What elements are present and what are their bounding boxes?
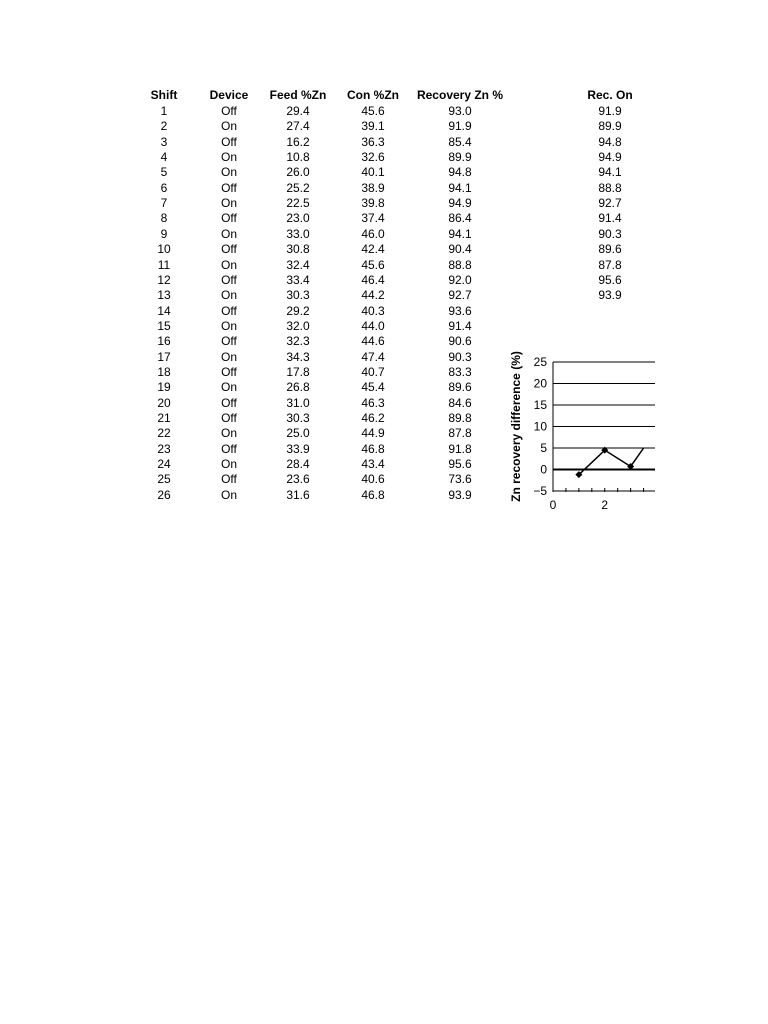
cell-rec-on: 95.6 bbox=[598, 272, 622, 287]
cell-device: Off bbox=[221, 441, 237, 456]
cell-recovery-zn: 91.9 bbox=[448, 119, 472, 134]
x-tick-label: 2 bbox=[601, 498, 609, 512]
cell-rec-on: 91.4 bbox=[598, 211, 622, 226]
cell-recovery-zn: 90.4 bbox=[448, 242, 472, 257]
cell-feed-zn: 27.4 bbox=[286, 119, 310, 134]
cell-rec-on: 92.7 bbox=[598, 196, 622, 211]
cell-device: On bbox=[220, 457, 237, 472]
header-shift: Shift bbox=[150, 88, 178, 102]
cell-con-zn: 44.2 bbox=[361, 288, 385, 303]
cell-device: On bbox=[220, 380, 237, 395]
cell-device: Off bbox=[221, 411, 237, 425]
cell-con-zn: 36.3 bbox=[361, 134, 385, 149]
y-tick-label: 20 bbox=[533, 376, 547, 391]
cell-shift: 12 bbox=[157, 272, 171, 287]
cell-con-zn: 46.8 bbox=[361, 487, 385, 502]
cell-recovery-zn: 73.6 bbox=[448, 472, 472, 487]
cell-shift: 20 bbox=[157, 395, 171, 410]
cell-recovery-zn: 87.8 bbox=[448, 426, 472, 441]
cell-recovery-zn: 86.4 bbox=[448, 211, 472, 226]
cell-recovery-zn: 91.8 bbox=[448, 441, 472, 456]
cell-feed-zn: 34.3 bbox=[286, 349, 310, 364]
cell-device: On bbox=[220, 288, 237, 303]
cell-con-zn: 46.3 bbox=[361, 395, 385, 410]
cell-con-zn: 37.4 bbox=[361, 211, 385, 226]
cell-feed-zn: 23.6 bbox=[286, 472, 310, 487]
cell-recovery-zn: 94.1 bbox=[448, 226, 472, 241]
series-line bbox=[579, 448, 644, 475]
cell-feed-zn: 33.4 bbox=[286, 272, 310, 287]
cell-rec-on: 94.1 bbox=[598, 165, 622, 180]
cell-con-zn: 40.6 bbox=[361, 472, 385, 487]
cell-recovery-zn: 91.4 bbox=[448, 318, 472, 333]
cell-feed-zn: 31.0 bbox=[286, 395, 310, 410]
header-device: Device bbox=[209, 88, 249, 102]
cell-con-zn: 45.4 bbox=[361, 380, 385, 395]
cell-shift: 4 bbox=[160, 150, 168, 165]
cell-con-zn: 40.3 bbox=[361, 303, 385, 318]
y-tick-label: −5 bbox=[533, 484, 547, 498]
cell-device: On bbox=[220, 165, 237, 180]
cell-feed-zn: 26.0 bbox=[286, 165, 310, 180]
cell-shift: 9 bbox=[160, 226, 168, 241]
cell-device: On bbox=[220, 257, 237, 272]
cell-rec-on: 94.9 bbox=[598, 150, 622, 165]
cell-device: On bbox=[220, 150, 237, 165]
cell-device: Off bbox=[221, 242, 237, 257]
cell-shift: 24 bbox=[157, 457, 171, 472]
cell-con-zn: 38.9 bbox=[361, 180, 385, 195]
cell-shift: 23 bbox=[157, 441, 171, 456]
cell-shift: 3 bbox=[160, 134, 168, 149]
cell-rec-on: 88.8 bbox=[598, 180, 622, 195]
cell-feed-zn: 32.0 bbox=[286, 318, 310, 333]
cell-con-zn: 40.1 bbox=[361, 165, 385, 180]
cell-recovery-zn: 83.3 bbox=[448, 364, 472, 379]
cell-con-zn: 44.6 bbox=[361, 334, 385, 349]
cell-feed-zn: 25.2 bbox=[286, 180, 310, 195]
cell-feed-zn: 25.0 bbox=[286, 426, 310, 441]
cell-rec-on: 89.9 bbox=[598, 119, 622, 134]
cell-device: On bbox=[220, 318, 237, 333]
cell-shift: 21 bbox=[157, 411, 171, 425]
cell-shift: 17 bbox=[157, 349, 171, 364]
cell-feed-zn: 32.3 bbox=[286, 334, 310, 349]
cell-recovery-zn: 92.0 bbox=[448, 272, 472, 287]
cell-feed-zn: 30.3 bbox=[286, 288, 310, 303]
recovery-difference-chart bbox=[505, 345, 655, 520]
cell-recovery-zn: 89.6 bbox=[448, 380, 472, 395]
cell-feed-zn: 30.8 bbox=[286, 242, 310, 257]
cell-shift: 11 bbox=[157, 257, 171, 272]
cell-rec-on: 90.3 bbox=[598, 226, 622, 241]
header-con-zn: Con %Zn bbox=[347, 88, 399, 102]
cell-device: On bbox=[220, 196, 237, 211]
cell-con-zn: 42.4 bbox=[361, 242, 385, 257]
cell-feed-zn: 28.4 bbox=[286, 457, 310, 472]
cell-recovery-zn: 88.8 bbox=[448, 257, 472, 272]
cell-device: Off bbox=[221, 472, 237, 487]
cell-device: Off bbox=[221, 104, 237, 118]
cell-feed-zn: 29.2 bbox=[286, 303, 310, 318]
cell-recovery-zn: 94.9 bbox=[448, 196, 472, 211]
cell-device: On bbox=[220, 349, 237, 364]
cell-recovery-zn: 89.8 bbox=[448, 411, 472, 425]
y-axis-label: Zn recovery difference (%) bbox=[509, 351, 523, 502]
y-tick-label: 25 bbox=[533, 355, 547, 369]
cell-recovery-zn: 95.6 bbox=[448, 457, 472, 472]
cell-device: Off bbox=[221, 395, 237, 410]
x-tick-label: 0 bbox=[549, 498, 557, 512]
cell-con-zn: 46.8 bbox=[361, 441, 385, 456]
cell-recovery-zn: 89.9 bbox=[448, 150, 472, 165]
cell-device: On bbox=[220, 119, 237, 134]
cell-con-zn: 44.0 bbox=[361, 318, 385, 333]
cell-device: Off bbox=[221, 334, 237, 349]
cell-feed-zn: 29.4 bbox=[286, 104, 310, 118]
cell-rec-on: 87.8 bbox=[598, 257, 622, 272]
cell-shift: 25 bbox=[157, 472, 171, 487]
cell-shift: 6 bbox=[160, 180, 168, 195]
y-tick-label: 5 bbox=[540, 441, 547, 455]
cell-recovery-zn: 90.6 bbox=[448, 334, 472, 349]
cell-con-zn: 46.0 bbox=[361, 226, 385, 241]
cell-shift: 14 bbox=[157, 303, 171, 318]
cell-device: Off bbox=[221, 303, 237, 318]
cell-shift: 15 bbox=[157, 318, 171, 333]
cell-recovery-zn: 93.0 bbox=[448, 104, 472, 118]
cell-con-zn: 40.7 bbox=[361, 364, 385, 379]
cell-shift: 18 bbox=[157, 364, 171, 379]
cell-device: Off bbox=[221, 211, 237, 226]
cell-shift: 1 bbox=[160, 104, 168, 118]
cell-feed-zn: 33.0 bbox=[286, 226, 310, 241]
cell-feed-zn: 31.6 bbox=[286, 487, 310, 502]
cell-device: On bbox=[220, 487, 237, 502]
cell-shift: 8 bbox=[160, 211, 168, 226]
cell-feed-zn: 23.0 bbox=[286, 211, 310, 226]
cell-recovery-zn: 92.7 bbox=[448, 288, 472, 303]
cell-con-zn: 46.2 bbox=[361, 411, 385, 425]
cell-con-zn: 44.9 bbox=[361, 426, 385, 441]
cell-device: Off bbox=[221, 134, 237, 149]
cell-device: Off bbox=[221, 364, 237, 379]
cell-feed-zn: 16.2 bbox=[286, 134, 310, 149]
cell-rec-on: 91.9 bbox=[598, 104, 622, 118]
y-tick-label: 0 bbox=[540, 462, 547, 477]
cell-shift: 26 bbox=[157, 487, 171, 502]
cell-con-zn: 32.6 bbox=[361, 150, 385, 165]
cell-recovery-zn: 94.1 bbox=[448, 180, 472, 195]
cell-device: On bbox=[220, 226, 237, 241]
cell-shift: 22 bbox=[157, 426, 171, 441]
cell-con-zn: 47.4 bbox=[361, 349, 385, 364]
cell-device: On bbox=[220, 426, 237, 441]
chart-canvas bbox=[505, 345, 655, 520]
cell-con-zn: 43.4 bbox=[361, 457, 385, 472]
header-recovery-zn: Recovery Zn % bbox=[416, 88, 504, 102]
cell-feed-zn: 26.8 bbox=[286, 380, 310, 395]
cell-device: Off bbox=[221, 180, 237, 195]
cell-feed-zn: 30.3 bbox=[286, 411, 310, 425]
cell-recovery-zn: 93.9 bbox=[448, 487, 472, 502]
cell-recovery-zn: 84.6 bbox=[448, 395, 472, 410]
cell-feed-zn: 22.5 bbox=[286, 196, 310, 211]
cell-shift: 10 bbox=[157, 242, 171, 257]
cell-con-zn: 45.6 bbox=[361, 104, 385, 118]
y-tick-label: 10 bbox=[533, 419, 547, 434]
cell-rec-on: 94.8 bbox=[598, 134, 622, 149]
cell-shift: 16 bbox=[157, 334, 171, 349]
cell-shift: 13 bbox=[157, 288, 171, 303]
y-tick-label: 15 bbox=[533, 398, 547, 412]
cell-rec-on: 93.9 bbox=[598, 288, 622, 303]
cell-shift: 5 bbox=[160, 165, 168, 180]
cell-con-zn: 39.1 bbox=[361, 119, 385, 134]
cell-feed-zn: 10.8 bbox=[286, 150, 310, 165]
cell-recovery-zn: 85.4 bbox=[448, 134, 472, 149]
header-feed-zn: Feed %Zn bbox=[269, 88, 327, 102]
cell-feed-zn: 17.8 bbox=[286, 364, 310, 379]
cell-feed-zn: 33.9 bbox=[286, 441, 310, 456]
cell-con-zn: 45.6 bbox=[361, 257, 385, 272]
cell-recovery-zn: 94.8 bbox=[448, 165, 472, 180]
cell-shift: 19 bbox=[157, 380, 171, 395]
cell-con-zn: 39.8 bbox=[361, 196, 385, 211]
cell-shift: 2 bbox=[160, 119, 168, 134]
header-rec-on: Rec. On bbox=[587, 88, 633, 102]
cell-con-zn: 46.4 bbox=[361, 272, 385, 287]
cell-feed-zn: 32.4 bbox=[286, 257, 310, 272]
cell-recovery-zn: 93.6 bbox=[448, 303, 472, 318]
cell-shift: 7 bbox=[160, 196, 168, 211]
cell-device: Off bbox=[221, 272, 237, 287]
cell-rec-on: 89.6 bbox=[598, 242, 622, 257]
cell-recovery-zn: 90.3 bbox=[448, 349, 472, 364]
